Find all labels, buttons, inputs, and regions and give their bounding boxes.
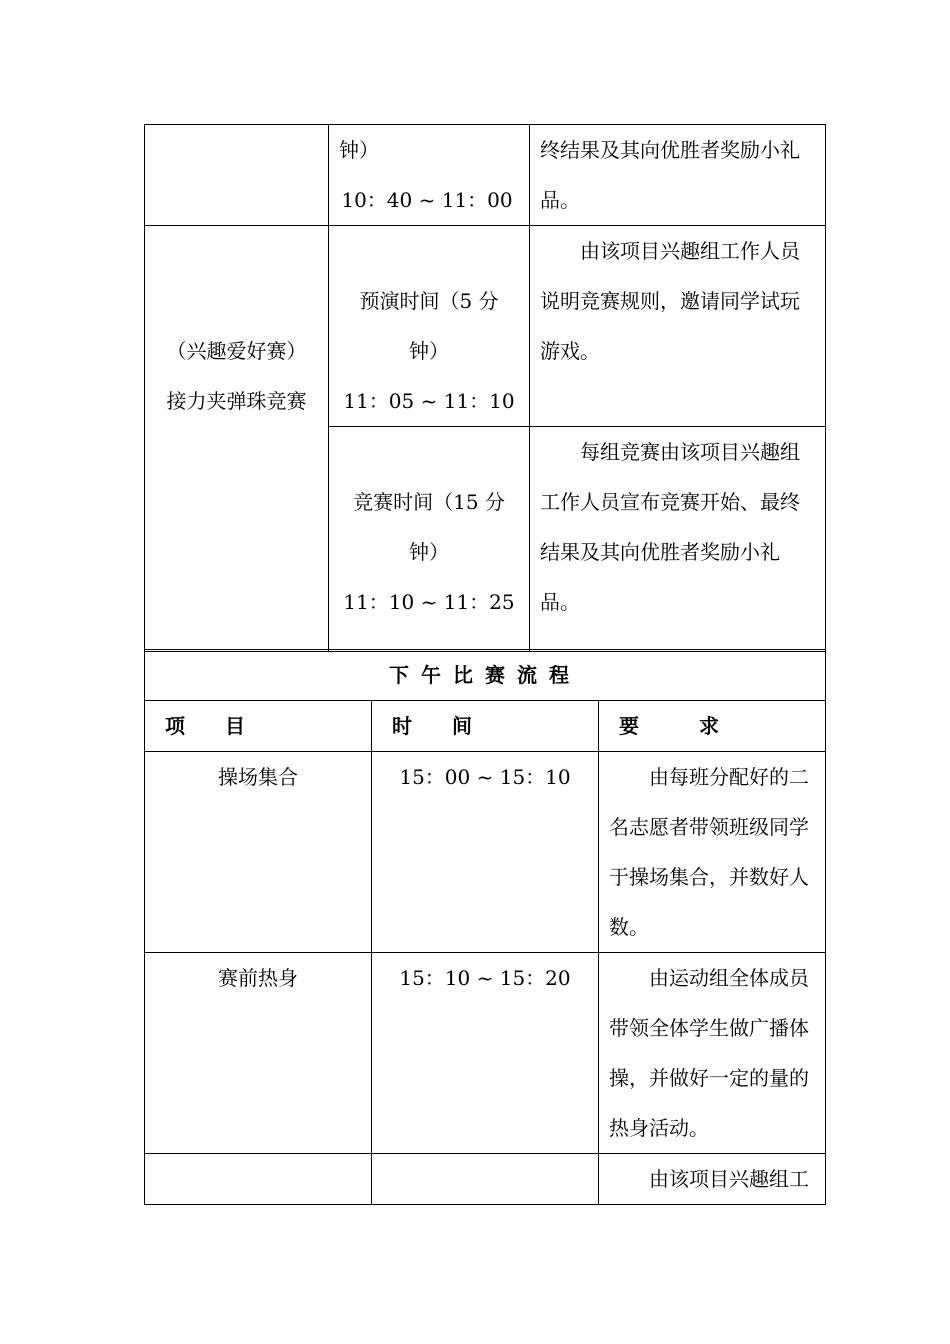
- time-cell: [372, 1154, 599, 1205]
- project-cell: [145, 1154, 372, 1205]
- project-cell: 操场集合: [145, 752, 372, 953]
- time-text: 10：40 ~ 11：00: [341, 188, 513, 212]
- time-text: 钟）: [409, 339, 449, 363]
- requirement-cell: 由运动组全体成员带领全体学生做广播体操，并做好一定的量的热身活动。: [599, 953, 826, 1154]
- time-cell: [329, 427, 530, 652]
- header-time: 时 间: [372, 701, 599, 752]
- project-cell: 赛前热身: [145, 953, 372, 1154]
- requirement-cell: [530, 226, 826, 427]
- time-cell: 15：00 ~ 15：10: [372, 752, 599, 953]
- project-cell: [145, 125, 329, 226]
- time-cell: [329, 226, 530, 427]
- time-text: 预演时间（5 分: [359, 289, 499, 313]
- header-requirement: 要 求: [599, 701, 826, 752]
- requirement-text: 终结果及其向优胜者奖励小礼品。: [540, 138, 800, 212]
- project-cell: [145, 226, 329, 652]
- project-text: （兴趣爱好赛）: [166, 339, 307, 363]
- table-row: [145, 226, 826, 427]
- requirement-cell: 由每班分配好的二名志愿者带领班级同学于操场集合，并数好人数。: [599, 752, 826, 953]
- table-row: [145, 125, 826, 226]
- table-title-row: [145, 650, 826, 701]
- table-header-row: [145, 701, 826, 752]
- section-title: 下午比赛流程: [145, 650, 826, 701]
- header-project: 项 目: [145, 701, 372, 752]
- time-text: 11：10 ~ 11：25: [343, 590, 515, 614]
- time-cell: [329, 125, 530, 226]
- time-cell: 15：10 ~ 15：20: [372, 953, 599, 1154]
- requirement-cell: 由该项目兴趣组工: [599, 1154, 826, 1205]
- schedule-table-morning: [144, 124, 826, 652]
- requirement-cell: [530, 125, 826, 226]
- project-text: 接力夹弹珠竞赛: [166, 389, 307, 413]
- time-text: 钟）: [409, 540, 449, 564]
- table-row: [145, 1154, 826, 1205]
- table-row: [145, 752, 826, 953]
- time-text: 竞赛时间（15 分: [353, 490, 505, 514]
- schedule-table-afternoon: [144, 649, 826, 1205]
- requirement-text: 每组竞赛由该项目兴趣组工作人员宣布竞赛开始、最终结果及其向优胜者奖励小礼品。: [540, 440, 800, 614]
- time-text: 11：05 ~ 11：10: [343, 389, 515, 413]
- requirement-text: 由该项目兴趣组工作人员说明竞赛规则，邀请同学试玩游戏。: [540, 239, 800, 363]
- requirement-cell: [530, 427, 826, 652]
- time-text: 钟）: [339, 138, 379, 162]
- table-row: [145, 953, 826, 1154]
